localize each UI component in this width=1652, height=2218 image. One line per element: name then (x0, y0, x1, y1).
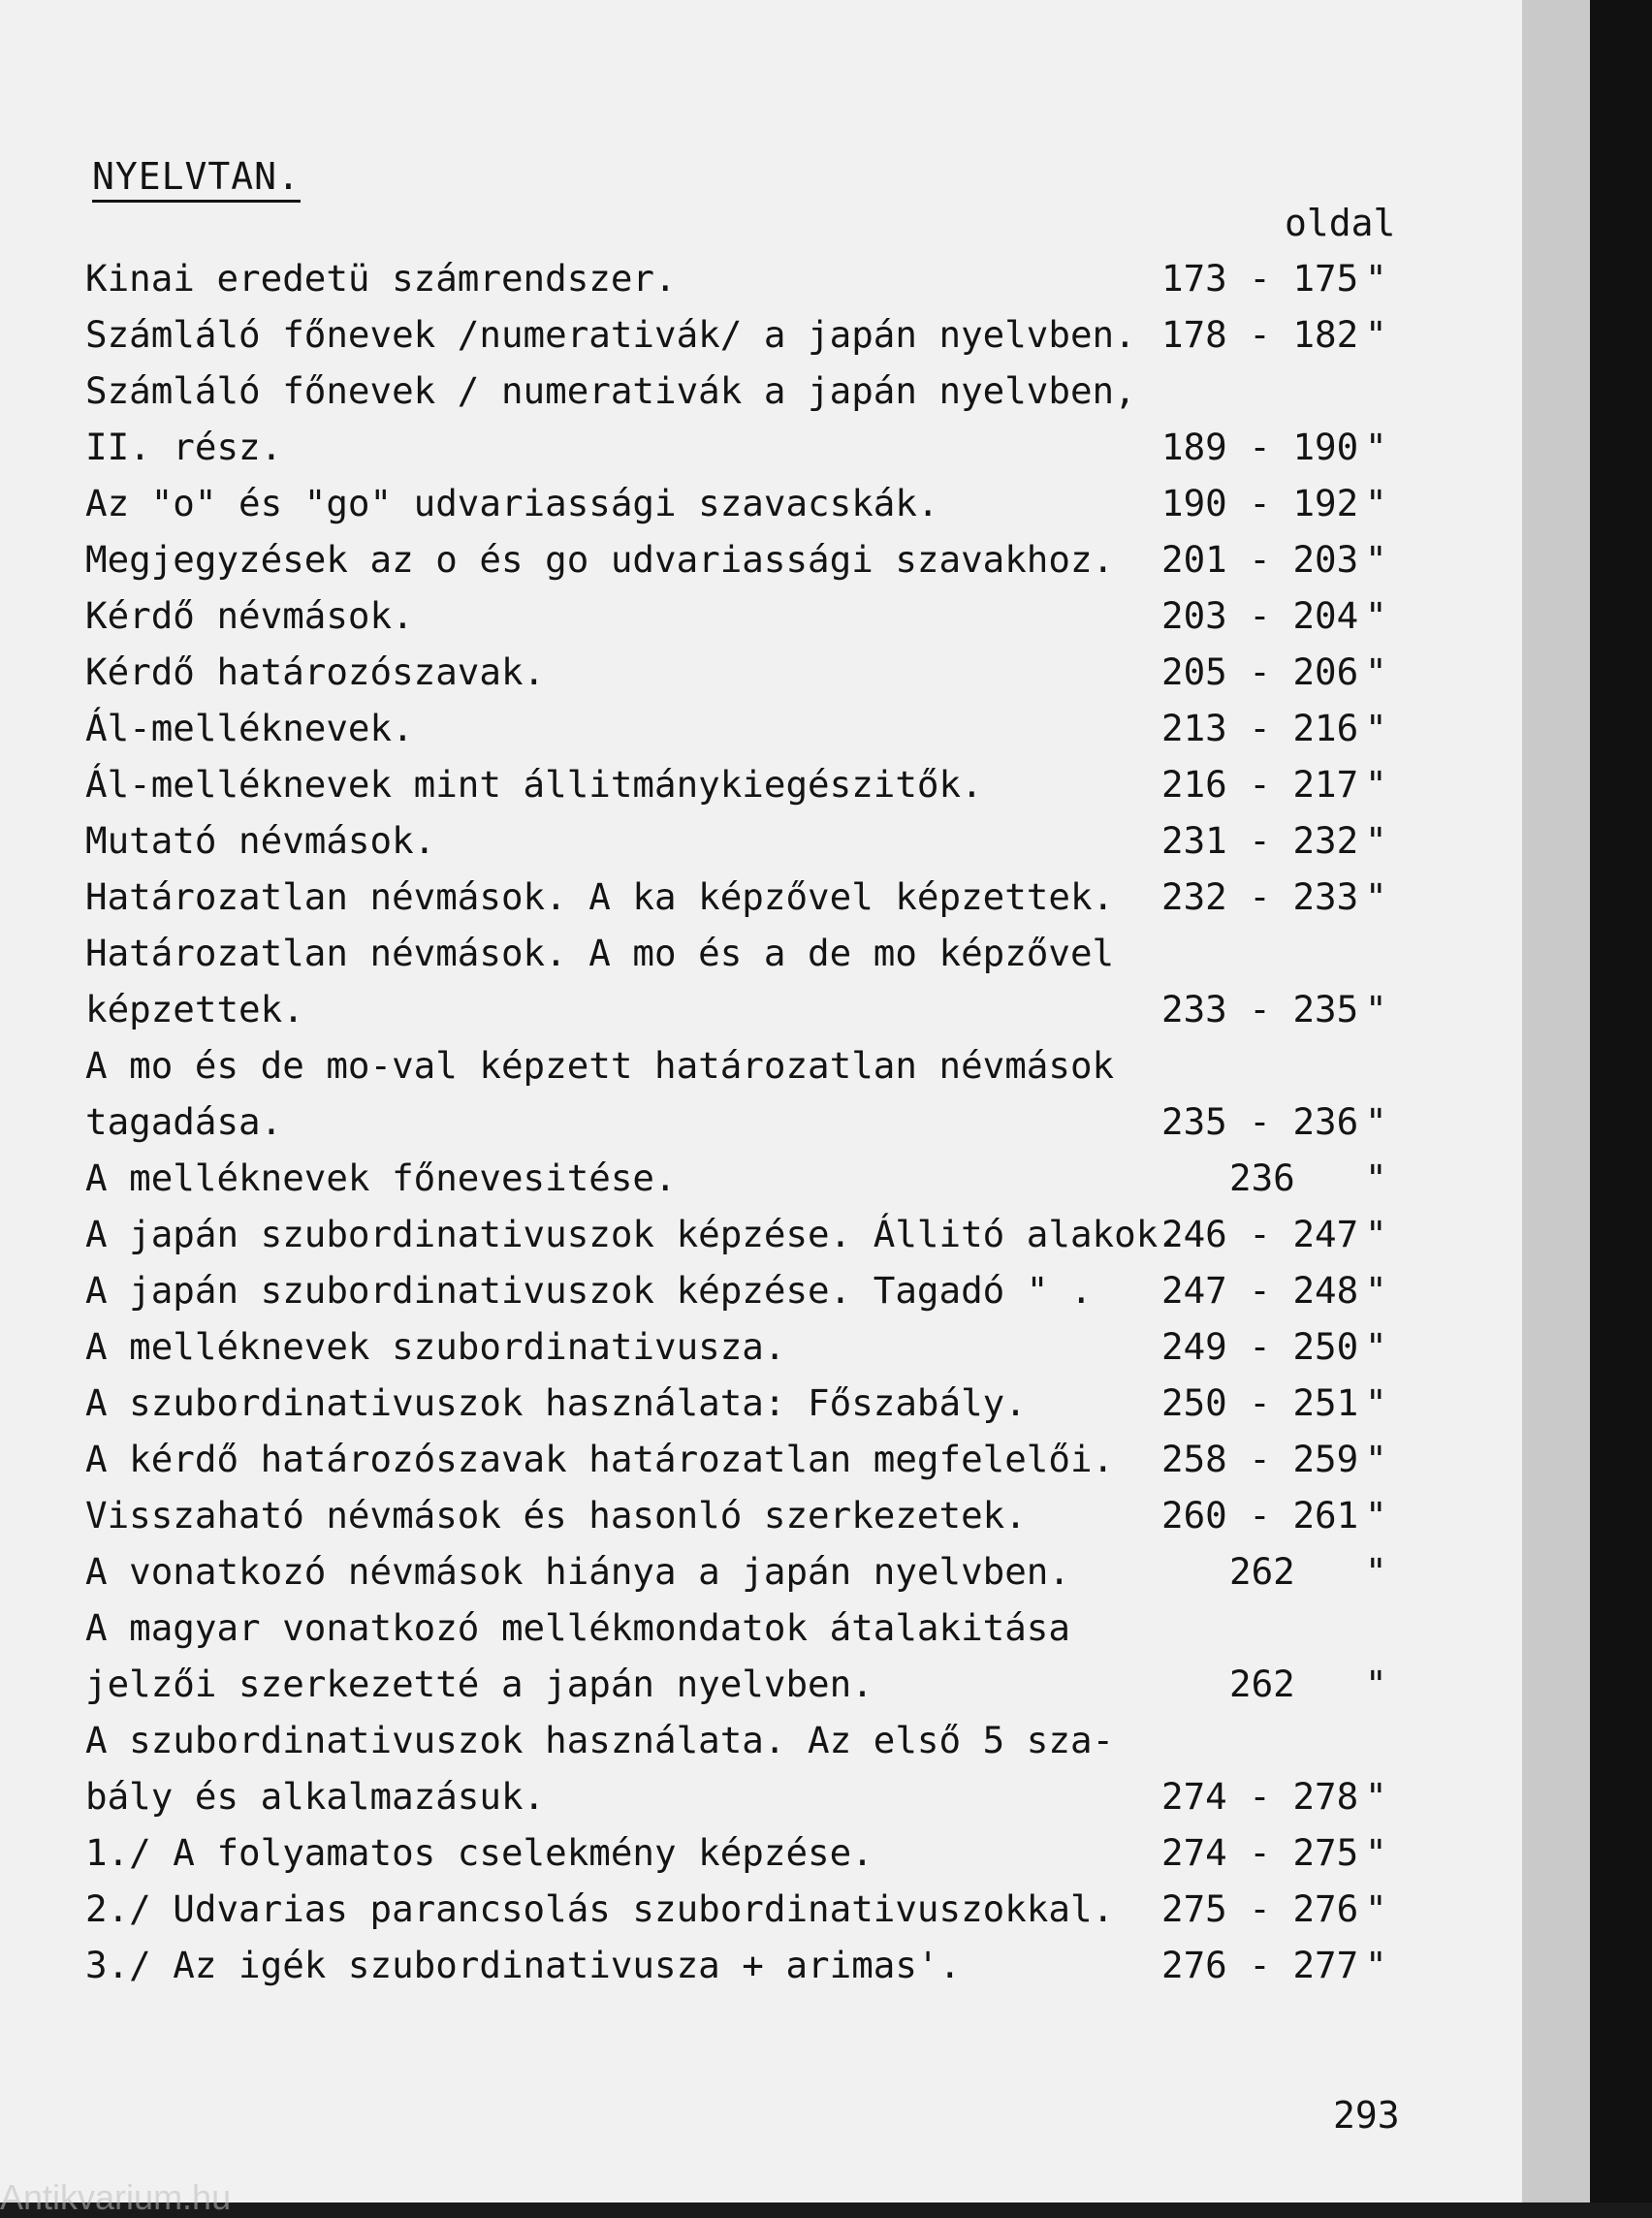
toc-entry-pages: 235 - 236 (1161, 1100, 1359, 1143)
ditto-mark: " (1365, 1381, 1387, 1424)
toc-entry-pages: 247 - 248 (1161, 1269, 1359, 1312)
toc-entry (85, 1487, 1414, 1543)
ditto-mark: " (1365, 1944, 1387, 1986)
toc-entry (85, 1037, 1414, 1093)
toc-entry-pages: 232 - 233 (1161, 875, 1359, 918)
toc-entry-title: A japán szubordinativuszok képzése. Állitó alakok. (85, 1213, 1180, 1255)
toc-entry (85, 1318, 1414, 1375)
ditto-mark: " (1365, 1831, 1387, 1874)
ditto-mark: " (1365, 1887, 1387, 1930)
page-column-label: oldal (1285, 202, 1396, 244)
toc-entry (85, 700, 1414, 756)
toc-entry-title: Ál-melléknevek mint állitmánykiegészitők. (85, 763, 983, 806)
toc-entry-title: Megjegyzések az o és go udvariassági szavakhoz. (85, 538, 1115, 581)
toc-entry (85, 1881, 1414, 1937)
toc-entry-title: Határozatlan névmások. A mo és a de mo képzővel (85, 932, 1115, 974)
ditto-mark: " (1365, 1100, 1387, 1143)
ditto-mark: " (1365, 538, 1387, 581)
toc-entry (85, 1375, 1414, 1431)
toc-entry-pages: 276 - 277 (1161, 1944, 1359, 1986)
ditto-mark: " (1365, 875, 1387, 918)
ditto-mark: " (1365, 1157, 1387, 1199)
toc-entry (85, 306, 1414, 363)
ditto-mark: " (1365, 1325, 1387, 1368)
toc-entry-pages: 250 - 251 (1161, 1381, 1359, 1424)
toc-entry-title: A szubordinativuszok használata: Főszabály. (85, 1381, 1027, 1424)
ditto-mark: " (1365, 1494, 1387, 1537)
ditto-mark: " (1365, 707, 1387, 749)
toc-entry-title: bály és alkalmazásuk. (85, 1775, 546, 1818)
toc-entry-pages: 249 - 250 (1161, 1325, 1359, 1368)
toc-entry-title: Visszaható névmások és hasonló szerkezetek. (85, 1494, 1027, 1537)
toc-entry-title: tagadása. (85, 1100, 283, 1143)
toc-entry-pages: 213 - 216 (1161, 707, 1359, 749)
toc-entry (85, 1768, 1414, 1824)
toc-entry-title: Kinai eredetü számrendszer. (85, 257, 677, 300)
toc-entry (85, 363, 1414, 419)
toc-entry (85, 475, 1414, 531)
toc-entry-title: 1./ A folyamatos cselekmény képzése. (85, 1831, 874, 1874)
toc-entry (85, 812, 1414, 869)
ditto-mark: " (1365, 313, 1387, 356)
toc-entry-pages: 231 - 232 (1161, 819, 1359, 862)
toc-entry-title: A japán szubordinativuszok képzése. Tagadó " . (85, 1269, 1093, 1312)
toc-entry-title: A magyar vonatkozó mellékmondatok átalakitása (85, 1606, 1070, 1649)
toc-entry (85, 1712, 1414, 1768)
toc-entry-pages: 275 - 276 (1161, 1887, 1359, 1930)
watermark: Antikvarium.hu (0, 2177, 232, 2217)
ditto-mark: " (1365, 988, 1387, 1030)
toc-entry (85, 1093, 1414, 1150)
toc-entry (85, 1600, 1414, 1656)
toc-entry (85, 1262, 1414, 1318)
toc-entry-pages: 258 - 259 (1161, 1438, 1359, 1480)
toc-entry (85, 756, 1414, 812)
toc-entry-title: képzettek. (85, 988, 304, 1030)
section-heading: NYELVTAN. (92, 155, 301, 203)
toc-entry-pages: 189 - 190 (1161, 426, 1359, 468)
ditto-mark: " (1365, 482, 1387, 524)
ditto-mark: " (1365, 1663, 1387, 1705)
toc-entry (85, 419, 1414, 475)
toc-entry-title: Kérdő névmások. (85, 594, 414, 637)
toc-entry-pages: 178 - 182 (1161, 313, 1359, 356)
toc-entry (85, 644, 1414, 700)
toc-entry-title: 2./ Udvarias parancsolás szubordinativuszokkal. (85, 1887, 1115, 1930)
toc-entry-pages: 216 - 217 (1161, 763, 1359, 806)
toc-entry (85, 1206, 1414, 1262)
ditto-mark: " (1365, 1438, 1387, 1480)
toc-entry (85, 250, 1414, 306)
toc-entry (85, 1431, 1414, 1487)
toc-entry-pages: 236 (1229, 1157, 1295, 1199)
toc-entry-pages: 201 - 203 (1161, 538, 1359, 581)
toc-entry (85, 1937, 1414, 1993)
toc-entry-pages: 274 - 275 (1161, 1831, 1359, 1874)
toc-entry-pages: 233 - 235 (1161, 988, 1359, 1030)
toc-entry (85, 981, 1414, 1037)
toc-entry (85, 1543, 1414, 1600)
toc-entry-pages: 173 - 175 (1161, 257, 1359, 300)
toc-entry-title: jelzői szerkezetté a japán nyelvben. (85, 1663, 874, 1705)
ditto-mark: " (1365, 257, 1387, 300)
toc-entry-pages: 190 - 192 (1161, 482, 1359, 524)
toc-entry-pages: 203 - 204 (1161, 594, 1359, 637)
toc-entry-title: Számláló főnevek /numerativák/ a japán nyelvben. (85, 313, 1136, 356)
toc-entry-title: A szubordinativuszok használata. Az első 5 sza- (85, 1719, 1115, 1761)
toc-entry-title: A melléknevek szubordinativusza. (85, 1325, 786, 1368)
toc-entry (85, 1656, 1414, 1712)
toc-entry-pages: 274 - 278 (1161, 1775, 1359, 1818)
toc-entry (85, 1824, 1414, 1881)
toc-entry-pages: 205 - 206 (1161, 650, 1359, 693)
ditto-mark: " (1365, 1550, 1387, 1593)
toc-entry-title: II. rész. (85, 426, 283, 468)
background-edge (1590, 0, 1652, 2202)
toc-entry (85, 1150, 1414, 1206)
toc-entry-title: A kérdő határozószavak határozatlan megfelelői. (85, 1438, 1115, 1480)
toc-entry-title: Számláló főnevek / numerativák a japán nyelvben, (85, 369, 1136, 412)
toc-entry-title: A mo és de mo-val képzett határozatlan névmások (85, 1044, 1115, 1087)
toc-entry-title: Mutató névmások. (85, 819, 436, 862)
toc-entry-title: Határozatlan névmások. A ka képzővel képzettek. (85, 875, 1115, 918)
toc-entry (85, 531, 1414, 587)
toc-entry-title: A vonatkozó névmások hiánya a japán nyelvben. (85, 1550, 1070, 1593)
ditto-mark: " (1365, 594, 1387, 637)
toc-entry-pages: 246 - 247 (1161, 1213, 1359, 1255)
ditto-mark: " (1365, 1213, 1387, 1255)
toc-entry (85, 869, 1414, 925)
toc-entry (85, 587, 1414, 644)
toc-entry-title: A melléknevek főnevesitése. (85, 1157, 677, 1199)
toc-entry-pages: 260 - 261 (1161, 1494, 1359, 1537)
page-number: 293 (1333, 2094, 1400, 2137)
ditto-mark: " (1365, 650, 1387, 693)
toc-entry-title: Ál-melléknevek. (85, 707, 414, 749)
toc-entry (85, 925, 1414, 981)
ditto-mark: " (1365, 763, 1387, 806)
toc-entry-title: Az "o" és "go" udvariassági szavacskák. (85, 482, 939, 524)
ditto-mark: " (1365, 426, 1387, 468)
ditto-mark: " (1365, 1269, 1387, 1312)
ditto-mark: " (1365, 1775, 1387, 1818)
toc-entry-title: Kérdő határozószavak. (85, 650, 546, 693)
toc-entry-title: 3./ Az igék szubordinativusza + arimas'. (85, 1944, 962, 1986)
toc-entry-pages: 262 (1229, 1663, 1295, 1705)
table-of-contents (85, 250, 1414, 1993)
toc-entry-pages: 262 (1229, 1550, 1295, 1593)
ditto-mark: " (1365, 819, 1387, 862)
